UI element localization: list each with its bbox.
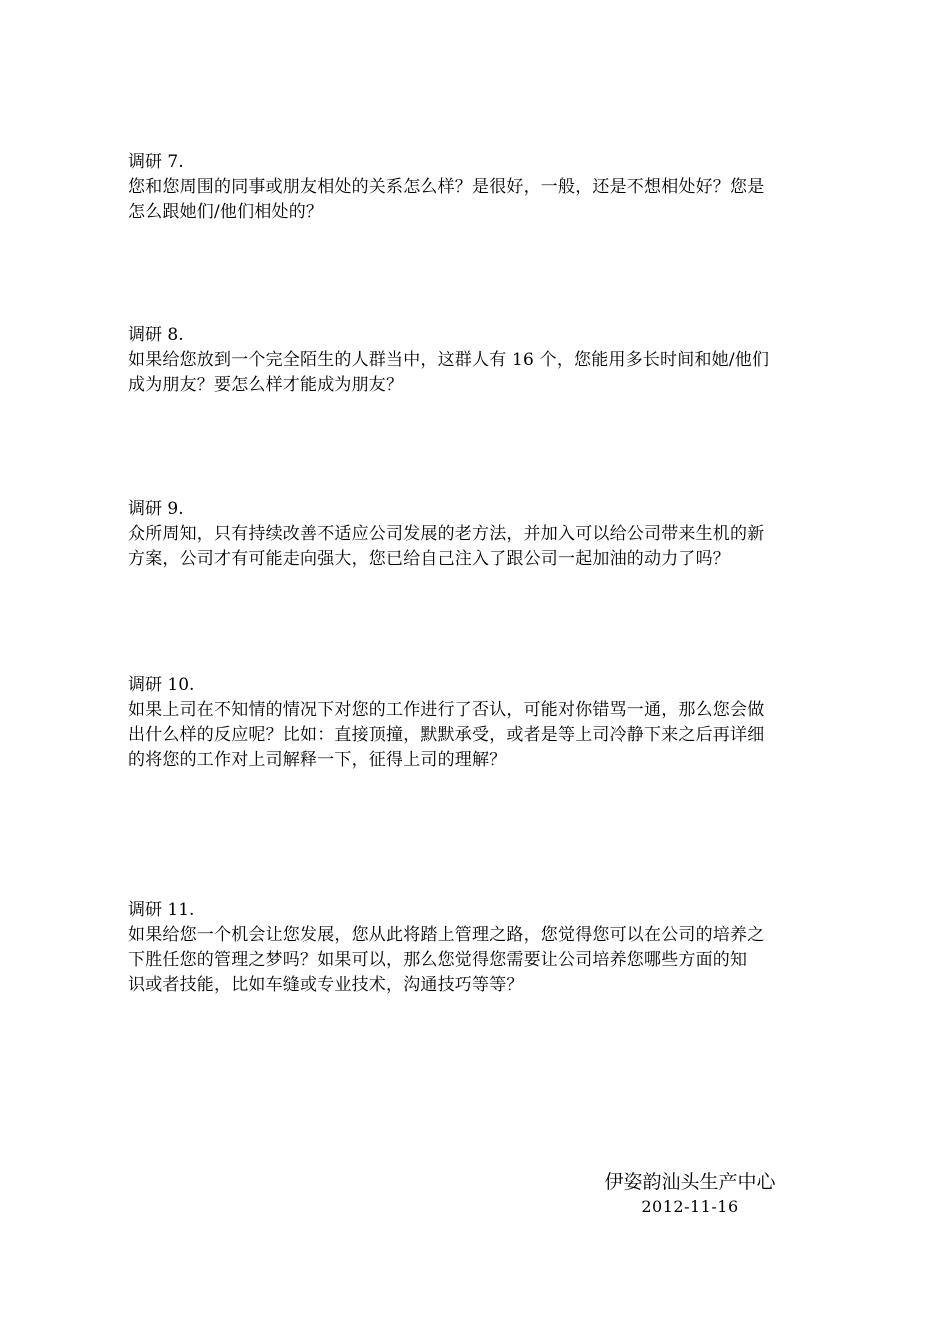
- signature-date: 2012-11-16: [641, 1197, 739, 1216]
- question-heading: 调研 7.: [128, 152, 184, 172]
- question-heading: 调研 10.: [128, 675, 195, 695]
- question-text-line: 如果给您放到一个完全陌生的人群当中，这群人有 16 个，您能用多长时间和她/他们: [128, 350, 770, 370]
- signature-block: [560, 1168, 820, 1218]
- question-text-line: 您和您周围的同事或朋友相处的关系怎么样？是很好，一般，还是不想相处好？您是: [128, 177, 765, 197]
- question-heading: 调研 11.: [128, 900, 195, 920]
- question-text-line: 识或者技能，比如车缝或专业技术，沟通技巧等等？: [128, 975, 524, 995]
- survey-question-11: [128, 898, 828, 998]
- question-text-line: 方案，公司才有可能走向强大，您已给自己注入了跟公司一起加油的动力了吗？: [128, 549, 730, 569]
- question-text-line: 如果上司在不知情的情况下对您的工作进行了否认，可能对你错骂一通，那么您会做: [128, 700, 765, 720]
- survey-question-8: [128, 323, 828, 398]
- question-text-line: 下胜任您的管理之梦吗？如果可以，那么您觉得您需要让公司培养您哪些方面的知: [128, 950, 748, 970]
- survey-question-9: [128, 497, 828, 572]
- organization-name: 伊姿韵汕头生产中心: [604, 1171, 776, 1193]
- question-text-line: 众所周知，只有持续改善不适应公司发展的老方法，并加入可以给公司带来生机的新: [128, 524, 765, 544]
- survey-question-7: [128, 150, 828, 225]
- question-heading: 调研 9.: [128, 499, 184, 519]
- survey-question-10: [128, 673, 828, 773]
- question-text-line: 怎么跟她们/他们相处的？: [128, 202, 324, 222]
- question-text-line: 成为朋友？要怎么样才能成为朋友？: [128, 375, 404, 395]
- question-text-line: 的将您的工作对上司解释一下，征得上司的理解？: [128, 750, 507, 770]
- question-text-line: 出什么样的反应呢？比如：直接顶撞，默默承受，或者是等上司冷静下来之后再详细: [128, 725, 765, 745]
- question-heading: 调研 8.: [128, 325, 184, 345]
- question-text-line: 如果给您一个机会让您发展，您从此将踏上管理之路，您觉得您可以在公司的培养之: [128, 925, 765, 945]
